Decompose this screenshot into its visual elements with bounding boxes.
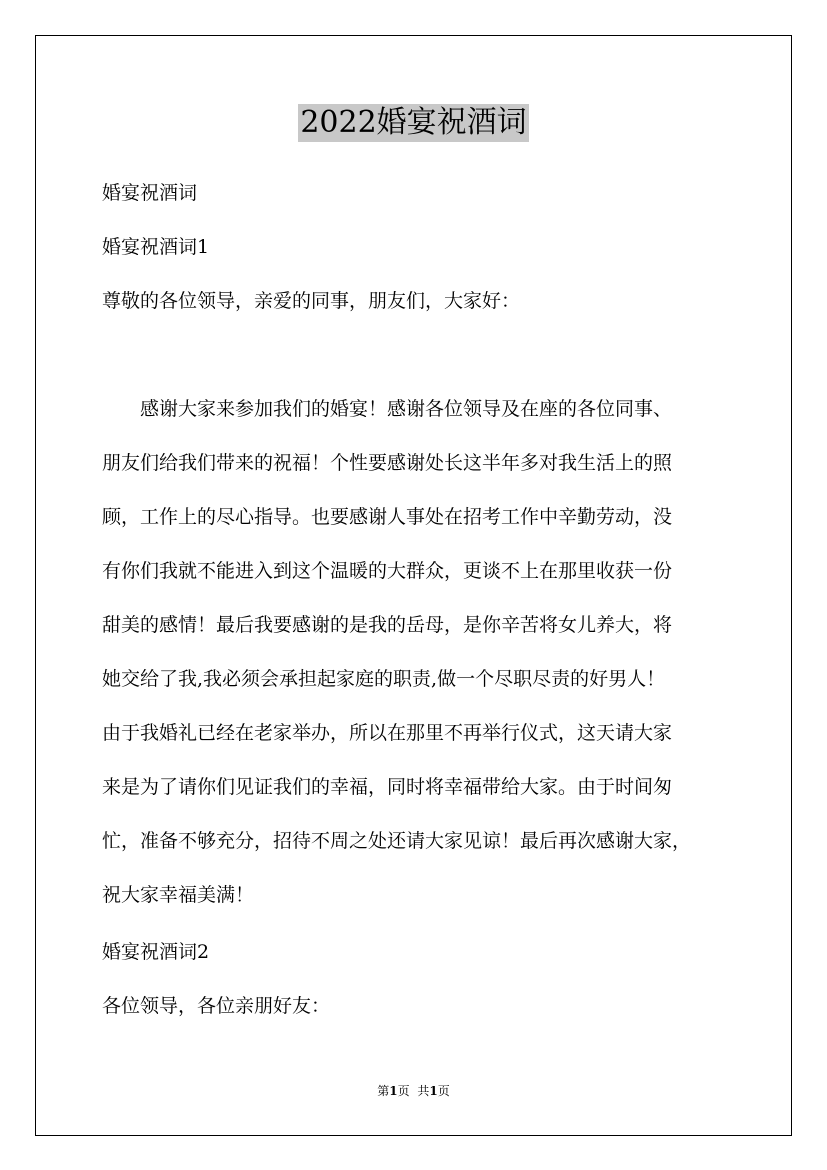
greeting-1: 尊敬的各位领导，亲爱的同事，朋友们，大家好： <box>102 290 521 312</box>
page-label-suffix: 页 <box>397 1084 410 1098</box>
body-line: 她交给了我,我必须会承担起家庭的职责,做一个尽职尽责的好男人！ <box>102 668 666 690</box>
total-label-suffix: 页 <box>437 1084 450 1098</box>
document-heading: 婚宴祝酒词 <box>102 182 198 204</box>
page-footer <box>0 1083 827 1099</box>
total-pages: 1 <box>429 1084 438 1098</box>
page-number: 1 <box>389 1084 398 1098</box>
body-paragraph <box>102 397 742 937</box>
body-line: 祝大家幸福美满！ <box>102 884 255 906</box>
greeting-2: 各位领导，各位亲朋好友： <box>102 995 331 1017</box>
body-line: 由于我婚礼已经在老家举办，所以在那里不再举行仪式，这天请大家 <box>102 722 673 744</box>
section1-heading: 婚宴祝酒词1 <box>102 236 210 258</box>
body-line: 顾，工作上的尽心指导。也要感谢人事处在招考工作中辛勤劳动，没 <box>102 506 673 528</box>
body-line: 甜美的感情！最后我要感谢的是我的岳母，是你辛苦将女儿养大，将 <box>102 614 673 636</box>
title-container <box>0 104 827 142</box>
page-label-prefix: 第 <box>377 1084 390 1098</box>
body-line: 来是为了请你们见证我们的幸福，同时将幸福带给大家。由于时间匆 <box>102 776 673 798</box>
body-line: 感谢大家来参加我们的婚宴！感谢各位领导及在座的各位同事、 <box>140 398 673 420</box>
body-line: 忙，准备不够充分，招待不周之处还请大家见谅！最后再次感谢大家， <box>102 830 692 852</box>
body-line: 有你们我就不能进入到这个温暖的大群众，更谈不上在那里收获一份 <box>102 560 673 582</box>
total-label-prefix: 共 <box>417 1084 430 1098</box>
body-line: 朋友们给我们带来的祝福！个性要感谢处长这半年多对我生活上的照 <box>102 452 673 474</box>
document-title: 2022婚宴祝酒词 <box>300 105 527 140</box>
section2-heading: 婚宴祝酒词2 <box>102 941 210 963</box>
